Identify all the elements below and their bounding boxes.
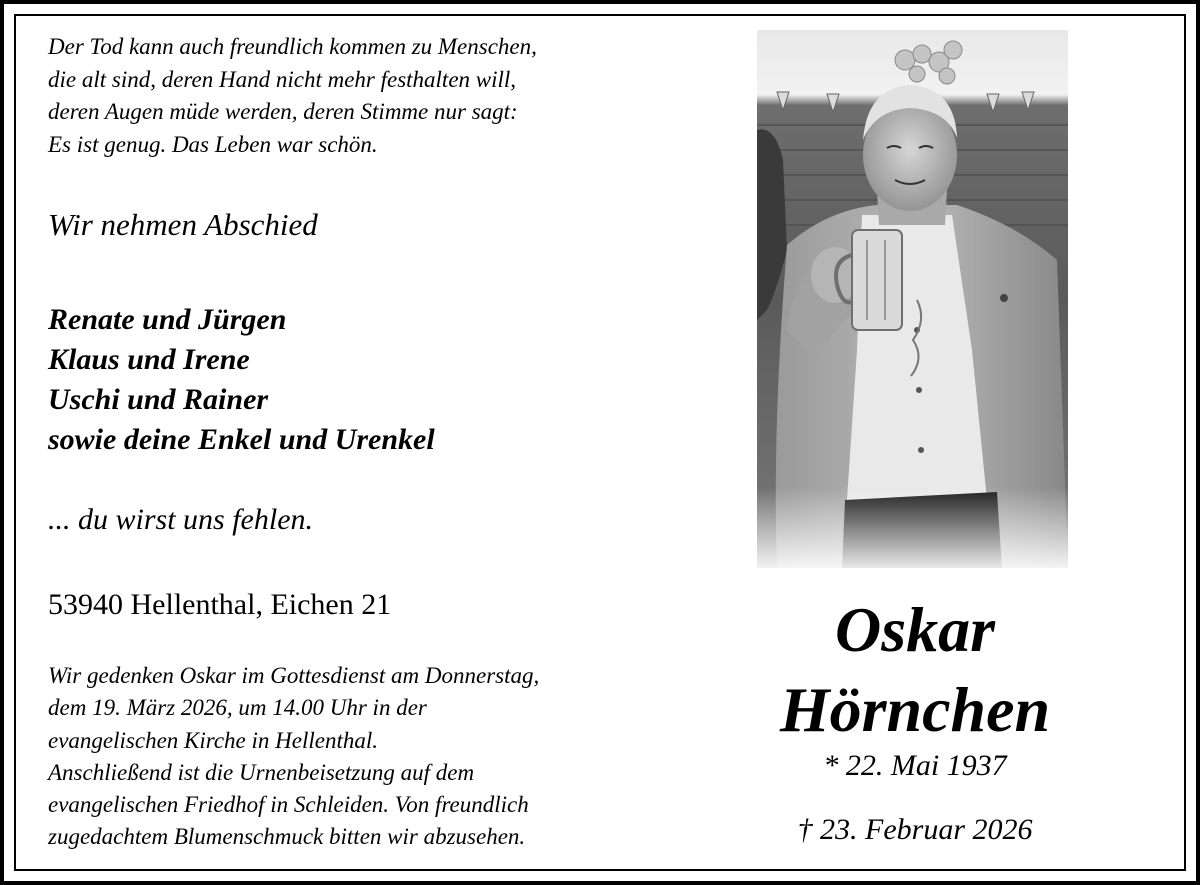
service-notice [48, 660, 688, 854]
service-line: evangelischen Friedhof in Schleiden. Von freundlich [48, 792, 529, 818]
poem [48, 31, 688, 161]
service-line: zugedachtem Blumenschmuck bitten wir abzusehen. [48, 824, 526, 850]
closing-line: ... du wirst uns fehlen. [48, 503, 314, 536]
birth-date: * 22. Mai 1937 [823, 749, 1007, 782]
poem-line: Der Tod kann auch freundlich kommen zu Menschen, [48, 34, 537, 59]
mourner-entry: Uschi und Rainer [48, 383, 269, 416]
poem-line: Es ist genug. Das Leben war schön. [48, 131, 378, 157]
service-line: evangelischen Kirche in Hellenthal. [48, 727, 378, 753]
deceased-name [740, 590, 1090, 750]
farewell-heading: Wir nehmen Abschied [48, 207, 318, 242]
mourners-list [48, 300, 435, 460]
mourner-entry: sowie deine Enkel und Urenkel [48, 423, 435, 456]
service-line: Anschließend ist die Urnenbeisetzung auf dem [48, 759, 475, 785]
portrait-photo [757, 30, 1068, 568]
mourner-entry: Renate und Jürgen [48, 303, 287, 336]
poem-line: die alt sind, deren Hand nicht mehr festhalten will, [48, 66, 517, 92]
service-line: Wir gedenken Oskar im Gottesdienst am Donnerstag, [48, 663, 540, 688]
first-name: Oskar [834, 594, 996, 665]
poem-line: deren Augen müde werden, deren Stimme nur sagt: [48, 99, 518, 124]
address: 53940 Hellenthal, Eichen 21 [48, 588, 392, 621]
last-name: Hörnchen [779, 674, 1051, 745]
service-line: dem 19. März 2026, um 14.00 Uhr in der [48, 695, 427, 721]
death-date: † 23. Februar 2026 [797, 813, 1033, 846]
mourner-entry: Klaus und Irene [48, 343, 250, 376]
